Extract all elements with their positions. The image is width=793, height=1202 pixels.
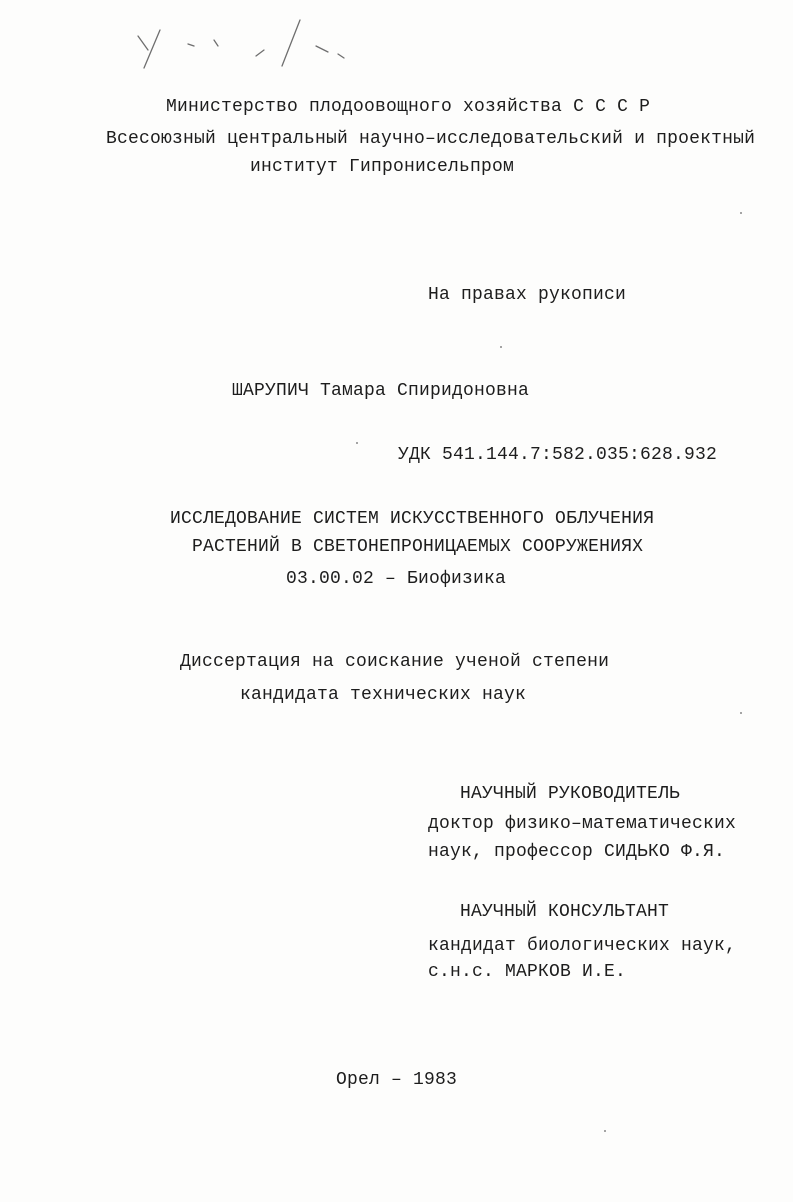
supervisor-label: НАУЧНЫЙ РУКОВОДИТЕЛЬ [460,784,681,804]
scan-speck [356,442,358,444]
city-year: Орел – 1983 [336,1070,458,1090]
author-name: ШАРУПИЧ Тамара Спиридоновна [232,381,530,401]
title-line-1: ИССЛЕДОВАНИЕ СИСТЕМ ИСКУССТВЕННОГО ОБЛУЧЕНИЯ [170,509,655,529]
ministry-line: Министерство плодоовощного хозяйства С С С Р [166,97,651,117]
consultant-line-1: кандидат биологических наук, [428,936,737,956]
title-line-2: РАСТЕНИЙ В СВЕТОНЕПРОНИЦАЕМЫХ СООРУЖЕНИЯХ [192,537,644,557]
scan-speck [604,1130,606,1132]
handwritten-mark-icon [130,16,360,76]
manuscript-note: На правах рукописи [428,285,627,305]
udc-code: УДК 541.144.7:582.035:628.932 [398,445,718,465]
scan-speck [740,212,742,214]
degree-line-1: Диссертация на соискание ученой степени [180,652,610,672]
institute-line-1: Всесоюзный центральный научно–исследовательский и проектный [106,129,756,149]
scan-speck [740,712,742,714]
supervisor-line-2: наук, профессор СИДЬКО Ф.Я. [428,842,726,862]
consultant-line-2: с.н.с. МАРКОВ И.Е. [428,962,627,982]
specialty: 03.00.02 – Биофизика [286,569,507,589]
institute-line-2: институт Гипронисельпром [250,157,515,177]
scan-speck [500,346,502,348]
consultant-label: НАУЧНЫЙ КОНСУЛЬТАНТ [460,902,670,922]
degree-line-2: кандидата технических наук [240,685,527,705]
supervisor-line-1: доктор физико–математических [428,814,737,834]
